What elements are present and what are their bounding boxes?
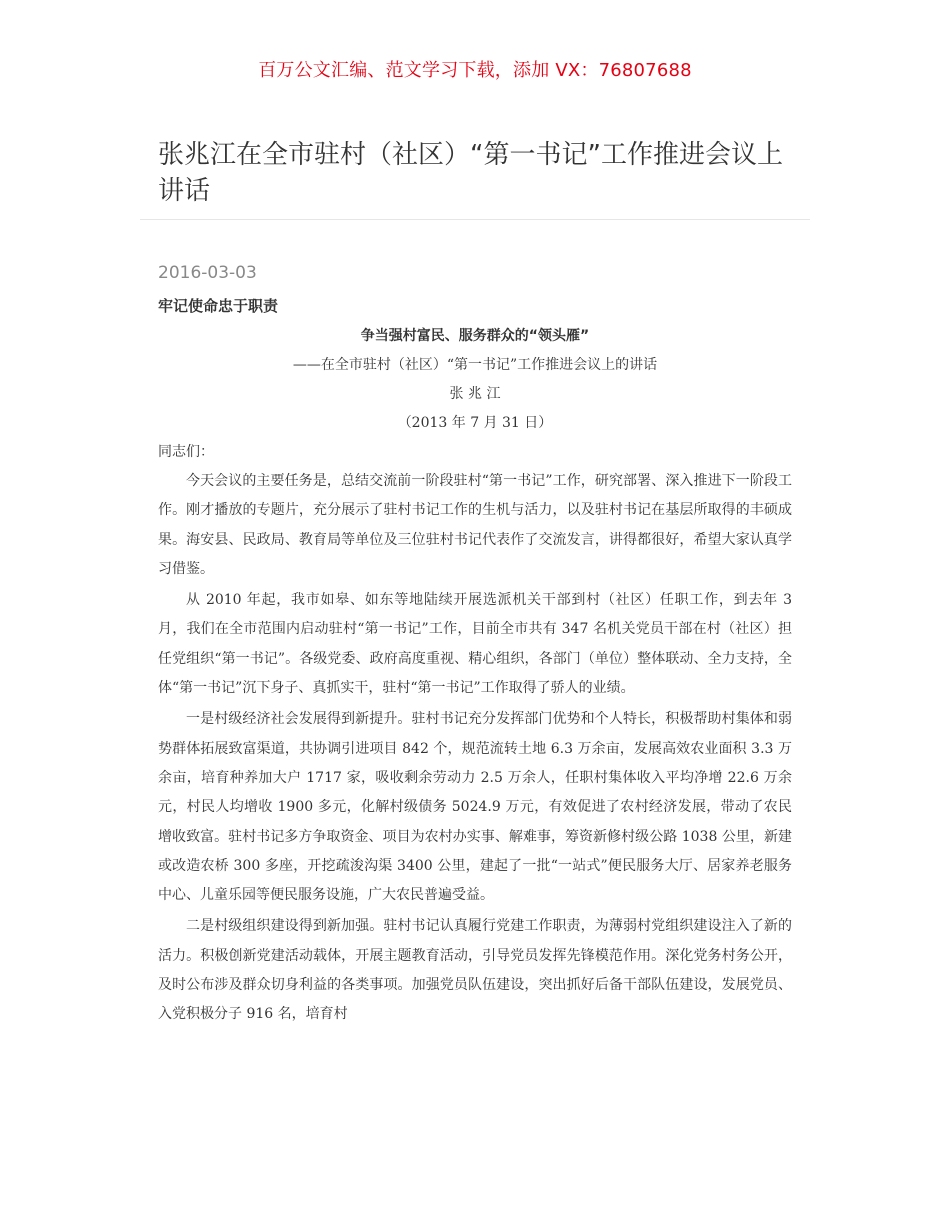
greeting: 同志们： — [158, 444, 214, 460]
promo-banner: 百万公文汇编、范文学习下载，添加 VX：76807688 — [258, 60, 692, 81]
article-body — [158, 322, 792, 1032]
paragraph: 二是村级组织建设得到新加强。驻村书记认真履行党建工作职责，为薄弱村党组织建设注入了新的活力。积极创新党建活动载体，开展主题教育活动，引导党员发挥先锋模范作用。深化党务村务公开，及时公布涉及群众切身利益的各类事项。加强党员队伍建设，突出抓好后备干部队伍建设，发展党员、入党积极分子 916 名，培育村 — [158, 918, 792, 1023]
speech-date: （2013 年 7 月 31 日） — [397, 415, 553, 431]
title-divider — [140, 219, 810, 220]
speech-subheading: ——在全市驻村（社区）“第一书记”工作推进会议上的讲话 — [292, 357, 658, 373]
publish-date: 2016-03-03 — [158, 263, 257, 283]
speaker-name: 张 兆 江 — [449, 386, 501, 402]
paragraph: 一是村级经济社会发展得到新提升。驻村书记充分发挥部门优势和个人特长，积极帮助村集体和弱势群体拓展致富渠道，共协调引进项目 842 个，规范流转土地 6.3 万余亩，发展高效农业面积 3.3 万余亩，培育种养加大户 1717 家，吸收剩余劳动力 2.5 万余人，任职村集体收入平均净增 22.6 万余元，村民人均增收 1900 多元，化解村级债务 5024.9 万元，有效促进了农村经济发展，带动了农民增收致富。驻村书记多方争取资金、项目为农村办实事、解难事，筹资新修村级公路 1038 公里，新建或改造农桥 300 多座，开挖疏浚沟渠 3400 公里，建起了一批“一站式”便民服务大厅、居家养老服务中心、儿童乐园等便民服务设施，广大农民普遍受益。 — [158, 711, 792, 904]
speech-heading: 争当强村富民、服务群众的“领头雁” — [360, 328, 590, 344]
paragraph: 从 2010 年起，我市如皋、如东等地陆续开展选派机关干部到村（社区）任职工作，到去年 3 月，我们在全市范围内启动驻村“第一书记”工作，目前全市共有 347 名机关党员干部在村（社区）担任党组织“第一书记”。各级党委、政府高度重视、精心组织，各部门（单位）整体联动、全力支持，全体“第一书记”沉下身子、真抓实干，驻村“第一书记”工作取得了骄人的业绩。 — [158, 592, 792, 697]
page-title: 张兆江在全市驻村（社区）“第一书记”工作推进会议上讲话 — [158, 140, 783, 206]
article-subtitle: 牢记使命忠于职责 — [158, 297, 279, 315]
paragraph: 今天会议的主要任务是，总结交流前一阶段驻村“第一书记”工作，研究部署、深入推进下一阶段工作。刚才播放的专题片，充分展示了驻村书记工作的生机与活力，以及驻村书记在基层所取得的丰硕成果。海安县、民政局、教育局等单位及三位驻村书记代表作了交流发言，讲得都很好，希望大家认真学习借鉴。 — [158, 473, 792, 577]
